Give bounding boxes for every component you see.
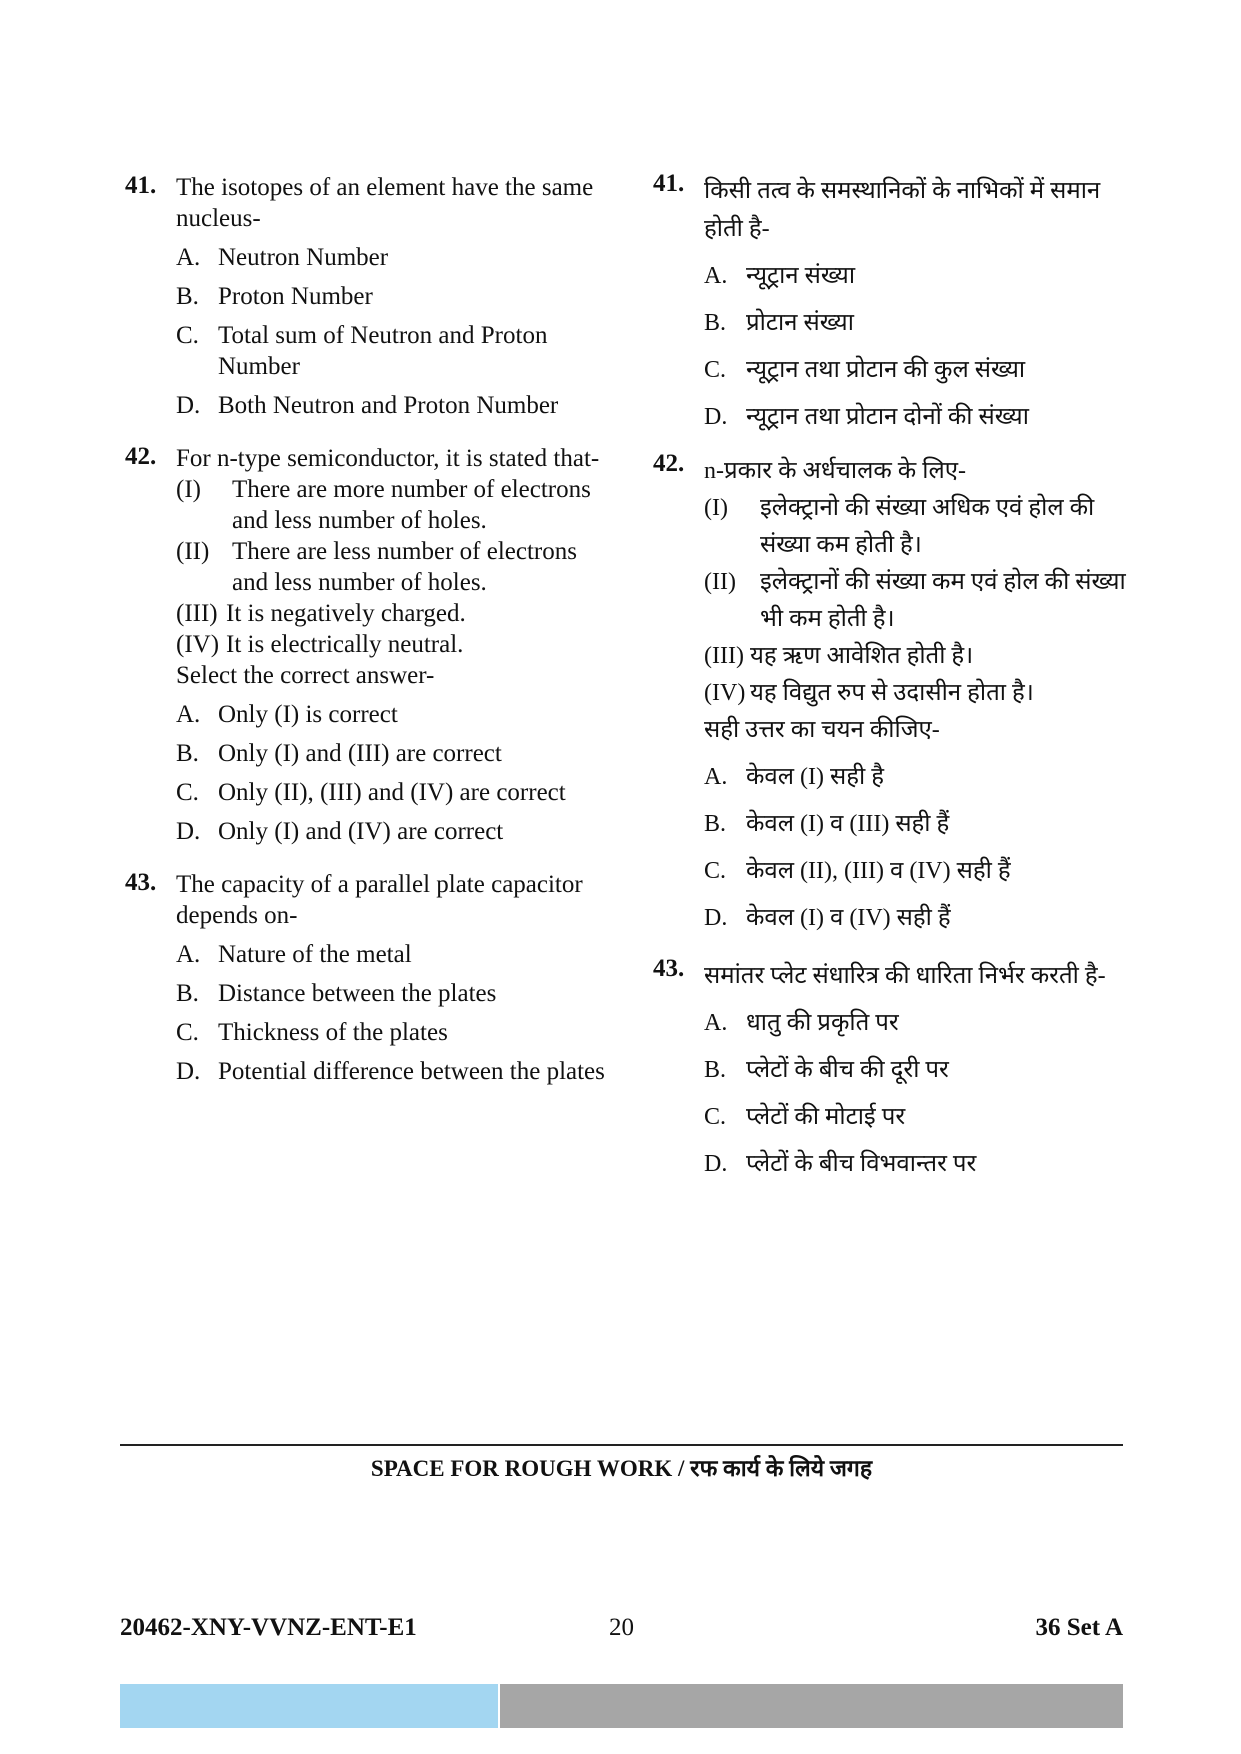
option-letter: D. [704,905,728,931]
question-42-en [125,443,610,847]
option-letter: B. [176,283,199,310]
statement-text: यह विद्युत रुप से उदासीन होता है। [750,680,1034,706]
option-letter: D. [176,1058,201,1085]
option-text: न्यूट्रान संख्या [746,263,856,289]
statement-text: There are less number of electrons and less number of holes. [232,538,577,596]
question-stem: For n-type semiconductor, it is stated that- [176,445,600,472]
option-d [176,816,610,847]
option-letter: B. [176,740,199,767]
statement-1 [176,474,610,536]
option-letter: D. [704,1151,728,1177]
option-letter: A. [176,244,201,271]
question-stem: n-प्रकार के अर्धचालक के लिए- [704,458,966,484]
select-instruction: Select the correct answer- [176,662,435,689]
rough-work-divider [120,1444,1123,1446]
statement-2 [704,564,1133,638]
statement-3 [176,598,610,629]
option-text: न्यूट्रान तथा प्रोटान की कुल संख्या [746,357,1026,383]
statement-label: (III) [176,600,218,627]
option-text: Only (I) and (III) are correct [218,740,502,767]
option-a [704,257,1133,295]
option-d [176,390,610,421]
question-stem: The isotopes of an element have the same nucleus- [176,174,594,232]
options-list [176,242,610,421]
question-41-en [125,172,610,421]
option-letter: A. [704,1010,728,1036]
option-letter: A. [704,764,728,790]
rough-work-heading: SPACE FOR ROUGH WORK / रफ कार्य के लिये जगह [370,1456,873,1481]
option-letter: C. [176,779,199,806]
statement-label: (III) [704,643,744,669]
option-letter: B. [704,811,727,837]
option-text: धातु की प्रकृति पर [746,1010,899,1036]
option-letter: D. [176,818,201,845]
option-letter: B. [176,980,199,1007]
option-letter: A. [704,263,728,289]
question-41-hi [653,172,1133,436]
option-letter: C. [704,357,727,383]
option-letter: D. [176,392,201,419]
option-text: Distance between the plates [218,980,497,1007]
option-text: Total sum of Neutron and Proton Number [218,322,548,380]
hindi-column [653,172,1133,1183]
question-number: 42. [653,450,685,477]
option-a [704,758,1133,796]
question-number: 41. [653,170,685,197]
statement-label: (IV) [704,680,746,706]
option-letter: B. [704,310,727,336]
option-d [704,899,1133,937]
option-text: केवल (I) व (IV) सही हैं [746,905,951,931]
option-letter: C. [176,1019,199,1046]
statement-label: (II) [176,538,210,565]
option-b [704,1051,1133,1089]
statement-text: It is electrically neutral. [226,631,464,658]
option-text: प्लेटों के बीच की दूरी पर [746,1057,949,1083]
option-text: Only (I) and (IV) are correct [218,818,504,845]
statement-label: (I) [704,495,728,521]
question-stem: The capacity of a parallel plate capacitor depends on- [176,871,583,929]
statement-text: इलेक्ट्रानो की संख्या अधिक एवं होल की संख्या कम होती है। [760,495,1095,558]
options-list [704,758,1133,937]
option-letter: C. [704,1104,727,1130]
option-text: केवल (I) व (III) सही हैं [746,811,950,837]
option-letter: A. [176,941,201,968]
option-text: Proton Number [218,283,373,310]
booklet-code: 20462-XNY-VVNZ-ENT-E1 [120,1614,417,1641]
statement-2 [176,536,610,598]
option-text: Both Neutron and Proton Number [218,392,559,419]
option-c [176,777,610,808]
option-b [176,738,610,769]
statement-text: इलेक्ट्रानों की संख्या कम एवं होल की संख्या भी कम होती है। [760,569,1126,632]
question-43-en [125,869,610,1087]
option-b [704,805,1133,843]
select-instruction: सही उत्तर का चयन कीजिए- [704,717,940,743]
option-letter: A. [176,701,201,728]
option-a [176,699,610,730]
statement-label: (IV) [176,631,220,658]
question-number: 43. [125,869,157,896]
footer-bar-grey [500,1684,1123,1728]
option-b [176,978,610,1009]
statement-3 [704,638,1133,675]
option-text: प्लेटों के बीच विभवान्तर पर [746,1151,977,1177]
set-label: 36 Set A [1035,1614,1123,1641]
options-list [704,1004,1133,1183]
option-text: केवल (I) सही है [746,764,884,790]
statement-text: There are more number of electrons and less number of holes. [232,476,591,534]
options-list [176,699,610,847]
option-text: प्रोटान संख्या [746,310,854,336]
statement-4 [704,675,1133,712]
statement-text: It is negatively charged. [226,600,466,627]
option-text: केवल (II), (III) व (IV) सही हैं [746,858,1011,884]
statement-label: (II) [704,569,736,595]
option-a [176,242,610,273]
option-c [704,1098,1133,1136]
statement-text: यह ऋण आवेशित होती है। [750,643,974,669]
option-c [176,320,610,382]
english-column [125,172,610,1087]
option-letter: C. [704,858,727,884]
option-text: Neutron Number [218,244,389,271]
page-number: 20 [609,1614,634,1641]
question-stem: किसी तत्व के समस्थानिकों के नाभिकों में समान होती है- [704,178,1101,242]
question-stem: समांतर प्लेट संधारित्र की धारिता निर्भर करती है- [704,963,1106,989]
option-letter: B. [704,1057,727,1083]
option-d [176,1056,610,1087]
option-text: Thickness of the plates [218,1019,448,1046]
options-list [704,257,1133,436]
option-a [704,1004,1133,1042]
option-c [704,852,1133,890]
statement-1 [704,490,1133,564]
option-letter: D. [704,404,728,430]
question-number: 43. [653,955,685,982]
option-text: Nature of the metal [218,941,412,968]
question-42-hi [653,452,1133,937]
question-number: 42. [125,443,157,470]
option-c [704,351,1133,389]
option-d [704,1145,1133,1183]
question-number: 41. [125,172,157,199]
option-b [704,304,1133,342]
footer-bar-blue [120,1684,498,1728]
option-c [176,1017,610,1048]
option-a [176,939,610,970]
option-b [176,281,610,312]
option-letter: C. [176,322,199,349]
option-d [704,398,1133,436]
option-text: प्लेटों की मोटाई पर [746,1104,906,1130]
statement-label: (I) [176,476,201,503]
option-text: Only (I) is correct [218,701,398,728]
question-43-hi [653,957,1133,1183]
option-text: Only (II), (III) and (IV) are correct [218,779,566,806]
statement-4 [176,629,610,660]
option-text: न्यूट्रान तथा प्रोटान दोनों की संख्या [746,404,1029,430]
option-text: Potential difference between the plates [218,1058,605,1085]
options-list [176,939,610,1087]
